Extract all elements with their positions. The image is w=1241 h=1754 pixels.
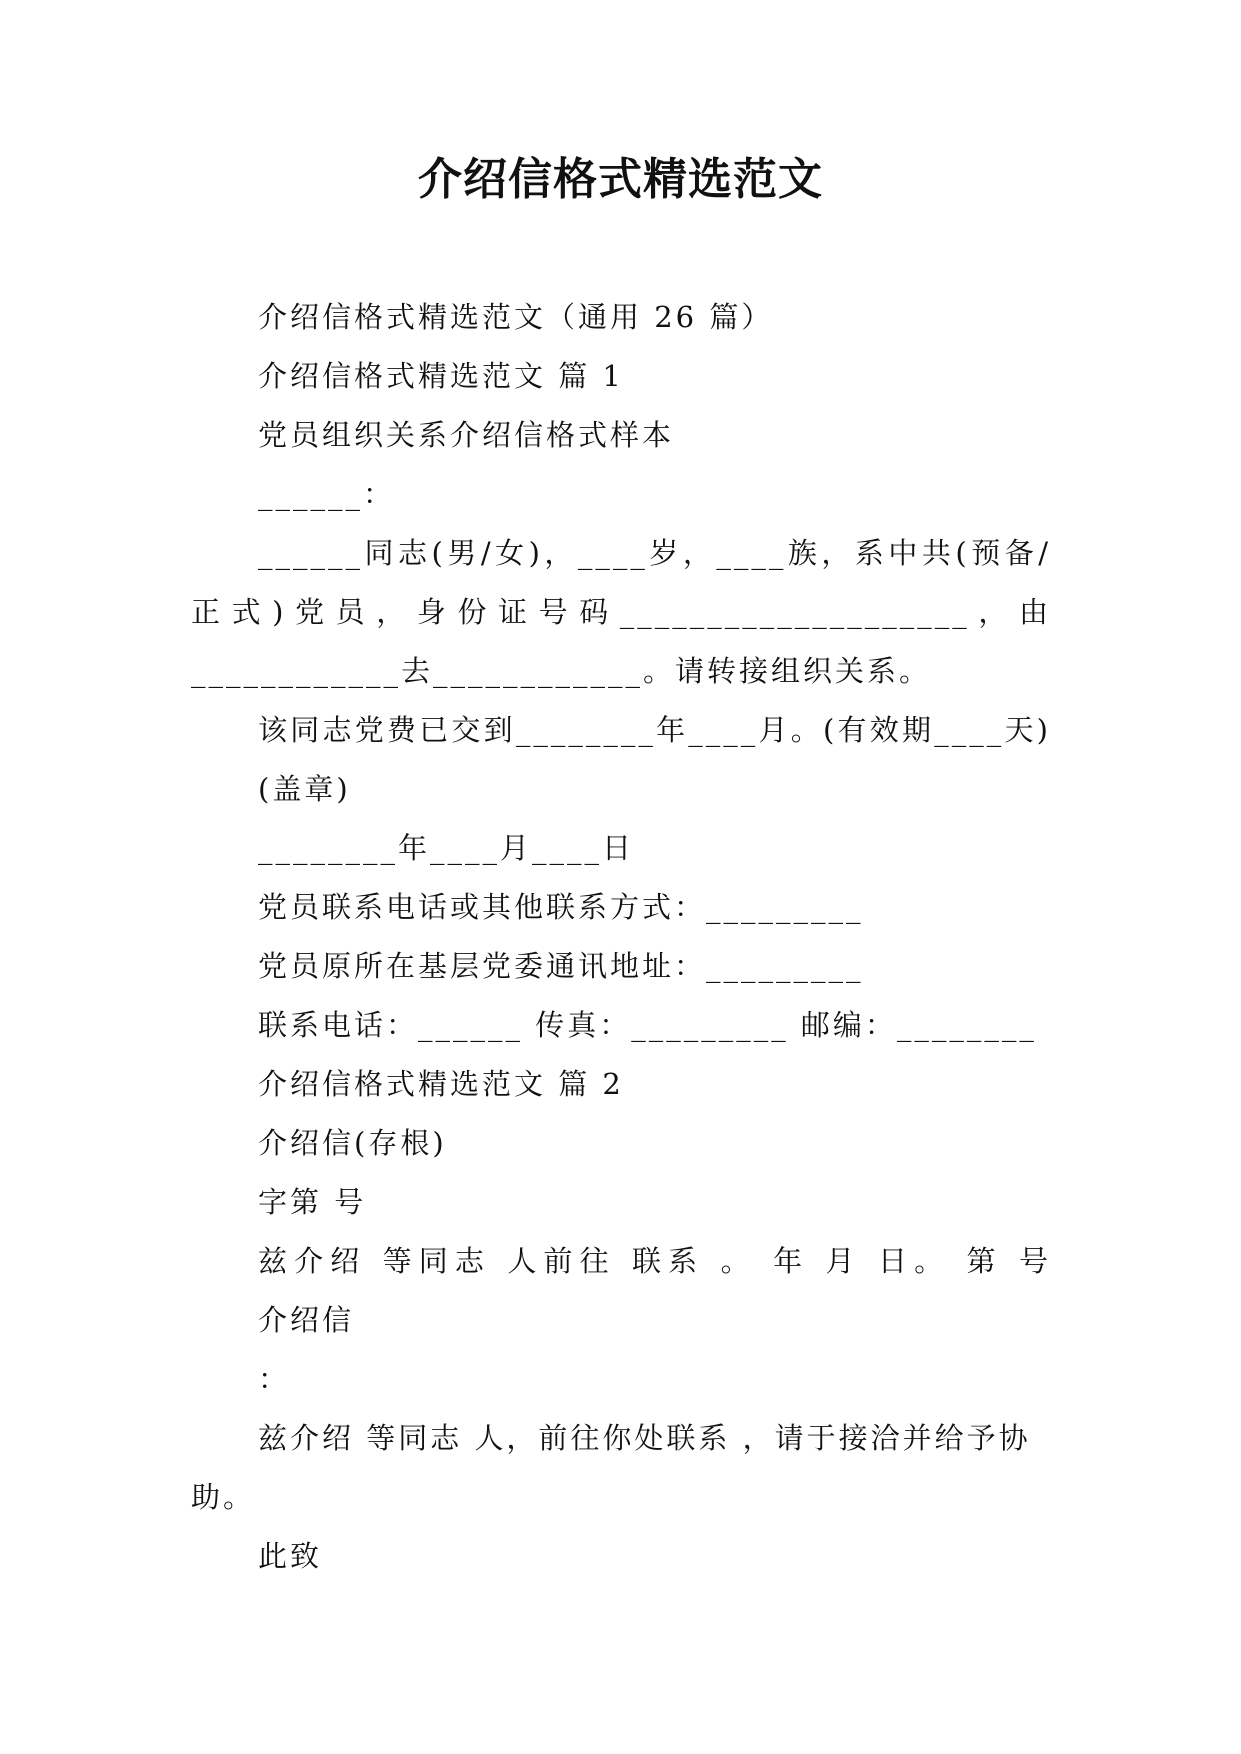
paragraph-stub: 介绍信(存根)	[258, 1126, 447, 1160]
paragraph-colon: ：	[258, 1362, 291, 1396]
section-heading-2: 介绍信格式精选范文 篇 2	[258, 1067, 624, 1101]
document-body	[191, 288, 1051, 1586]
paragraph-address: 党员原所在基层党委通讯地址：_________	[258, 949, 864, 983]
paragraph-introduction: 兹介绍 等同志 人，前往你处联系 ，请于接洽并给予协助。	[191, 1421, 1031, 1514]
paragraph-phone-fax-zip: 联系电话：______ 传真：_________ 邮编：________	[258, 1008, 1037, 1042]
paragraph-closing: 此致	[258, 1539, 323, 1573]
paragraph-number: 字第 号	[258, 1185, 367, 1219]
paragraph-contact: 党员联系电话或其他联系方式：_________	[258, 890, 864, 924]
paragraph-subtitle: 介绍信格式精选范文（通用 26 篇）	[258, 300, 774, 334]
paragraph-line: 该同志党费已交到________年____月。(有效期____天)	[258, 713, 1051, 747]
paragraph-seal: (盖章)	[258, 772, 351, 806]
paragraph-letter-label: 介绍信	[258, 1303, 355, 1337]
section-heading-1: 介绍信格式精选范文 篇 1	[258, 359, 624, 393]
document-title: 介绍信格式精选范文	[418, 154, 823, 205]
paragraph-line: ______同志(男/女)，____岁，____族，系中共(预备/	[258, 536, 1051, 570]
paragraph-line: 兹介绍 等同志 人前往 联系 。 年 月 日。 第 号	[258, 1244, 1051, 1278]
paragraph-line: 正式)党员，身份证号码____________________，由	[191, 595, 1051, 629]
paragraph-salutation: ______：	[258, 477, 396, 511]
paragraph-line: ____________去____________。请转接组织关系。	[191, 654, 932, 688]
paragraph-date: ________年____月____日	[258, 831, 635, 865]
paragraph-heading: 党员组织关系介绍信格式样本	[258, 418, 675, 452]
